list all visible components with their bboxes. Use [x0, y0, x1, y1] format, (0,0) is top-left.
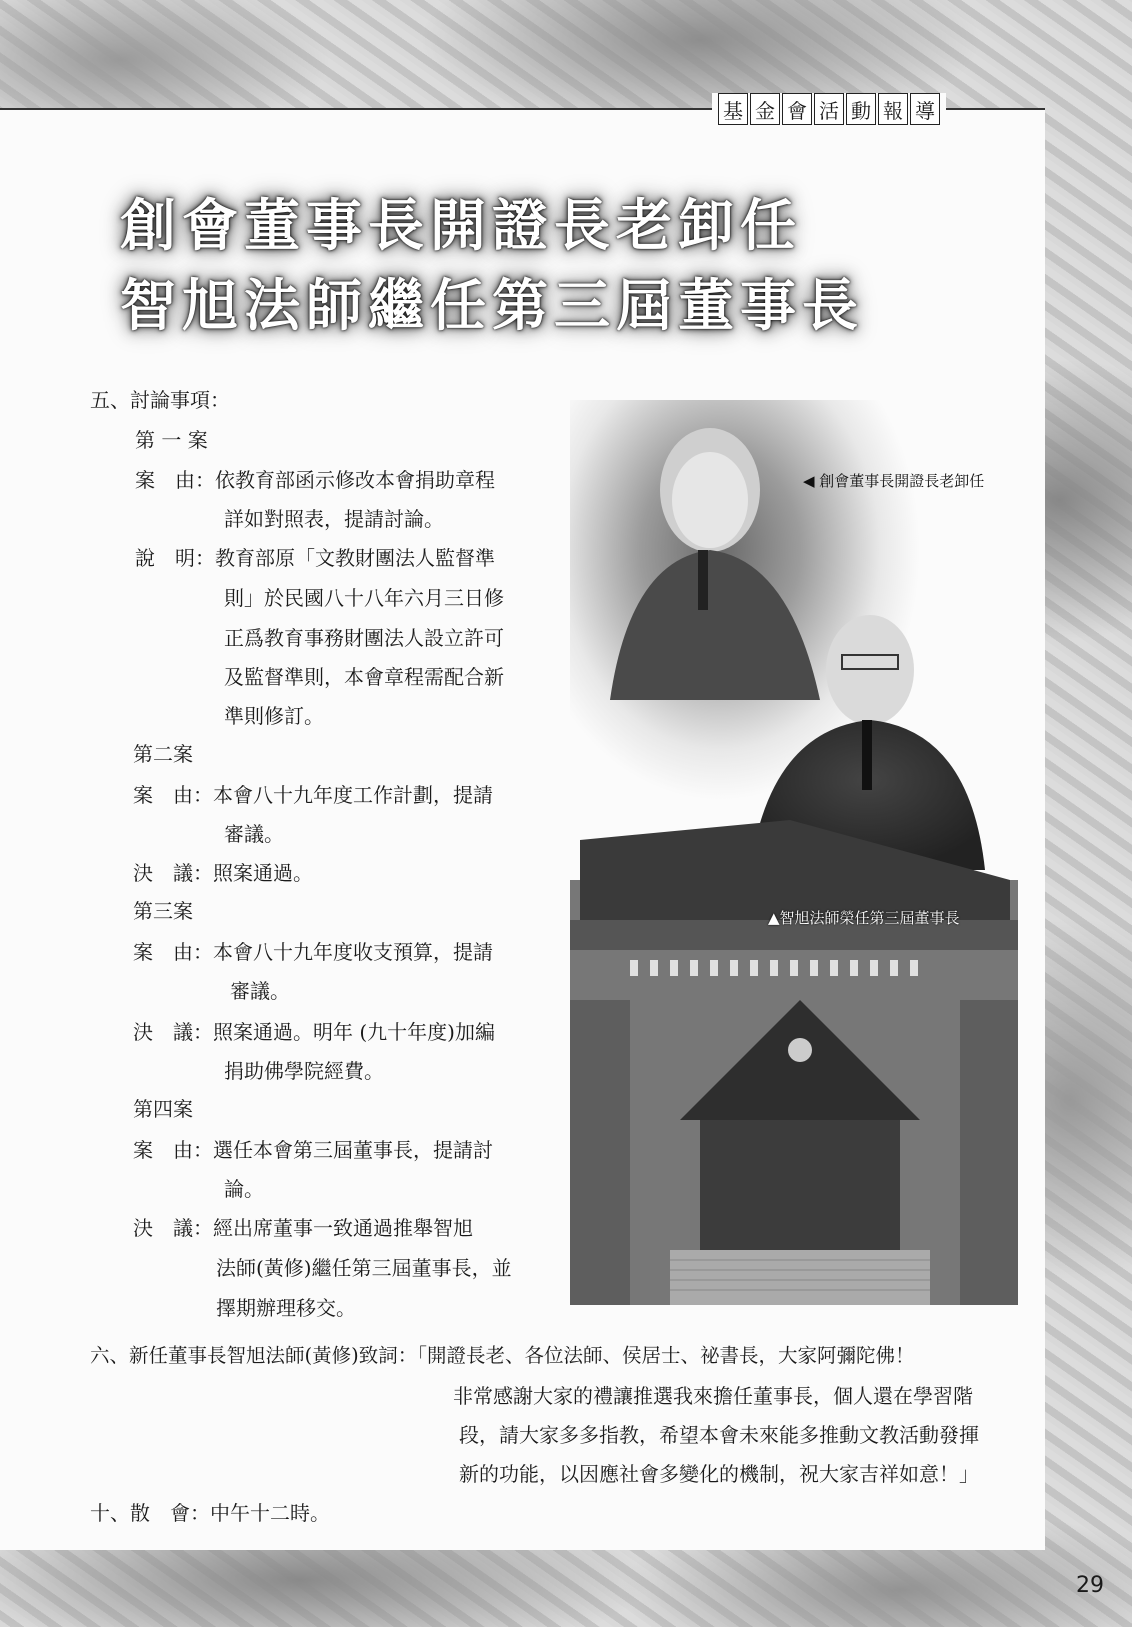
case-3-reason-cont: 審議。 — [230, 979, 290, 1003]
case-2-heading: 第二案 — [133, 742, 193, 766]
section-header — [712, 93, 946, 125]
case-4-decision-3: 擇期辦理移交。 — [216, 1296, 356, 1320]
case-3-decision-cont: 捐助佛學院經費。 — [224, 1059, 384, 1083]
header-char: 活 — [814, 93, 844, 125]
case-1-explain-4: 及監督準則，本會章程需配合新 — [224, 665, 504, 689]
caption-new-chair: ▲智旭法師榮任第三屆董事長 — [768, 909, 960, 927]
section-6-speech: 六、新任董事長智旭法師(黃修)致詞：「開證長老、各位法師、侯居士、祕書長，大家阿彌陀佛！ — [90, 1344, 915, 1367]
case-4-reason-cont: 論。 — [224, 1177, 264, 1201]
case-2-decision: 決 議：照案通過。 — [133, 861, 313, 885]
header-char: 報 — [878, 93, 908, 125]
case-4-reason: 案 由：選任本會第三屆董事長，提請討 — [133, 1138, 493, 1162]
case-3-heading: 第三案 — [133, 899, 193, 923]
case-4-heading: 第四案 — [133, 1097, 193, 1121]
section-6-speech-3: 段，請大家多多指教，希望本會未來能多推動文教活動發揮 — [459, 1423, 979, 1447]
section-6-speech-4: 新的功能，以因應社會多變化的機制，祝大家吉祥如意！」 — [459, 1462, 979, 1486]
section-5-heading: 五、討論事項： — [90, 388, 230, 412]
page-number: 29 — [1076, 1573, 1104, 1598]
title-line-2: 智旭法師繼任第三屆董事長 — [120, 274, 864, 339]
section-6-speech-2: 非常感謝大家的禮讓推選我來擔任董事長，個人還在學習階 — [453, 1384, 973, 1408]
case-1-explain-5: 準則修訂。 — [224, 704, 324, 728]
section-7-adjourn: 十、散 會：中午十二時。 — [90, 1501, 330, 1525]
case-2-reason-cont: 審議。 — [224, 822, 284, 846]
title-line-1: 創會董事長開證長老卸任 — [120, 194, 802, 259]
header-char: 導 — [910, 93, 940, 125]
case-3-decision: 決 議：照案通過。明年 (九十年度)加編 — [133, 1020, 495, 1044]
case-1-explain-3: 正爲教育事務財團法人設立許可 — [224, 626, 504, 650]
case-1-heading: 第 一 案 — [135, 428, 208, 452]
case-2-reason: 案 由：本會八十九年度工作計劃，提請 — [133, 783, 493, 807]
case-3-reason: 案 由：本會八十九年度收支預算，提請 — [133, 940, 493, 964]
caption-elder: ◀ 創會董事長開證長老卸任 — [803, 472, 985, 490]
photo-illustration — [570, 400, 1018, 1305]
header-char: 基 — [718, 93, 748, 125]
case-1-explain: 說 明：教育部原「文教財團法人監督準 — [135, 546, 495, 570]
case-1-reason-cont: 詳如對照表，提請討論。 — [224, 507, 444, 531]
header-char: 金 — [750, 93, 780, 125]
case-1-explain-2: 則」於民國八十八年六月三日修 — [224, 586, 504, 610]
case-4-decision-2: 法師(黃修)繼任第三屆董事長，並 — [216, 1256, 512, 1280]
case-1-reason: 案 由：依教育部函示修改本會捐助章程 — [135, 468, 495, 492]
photo-collage — [570, 400, 1018, 1305]
case-4-decision: 決 議：經出席董事一致通過推舉智旭 — [133, 1216, 473, 1240]
header-char: 動 — [846, 93, 876, 125]
header-char: 會 — [782, 93, 812, 125]
